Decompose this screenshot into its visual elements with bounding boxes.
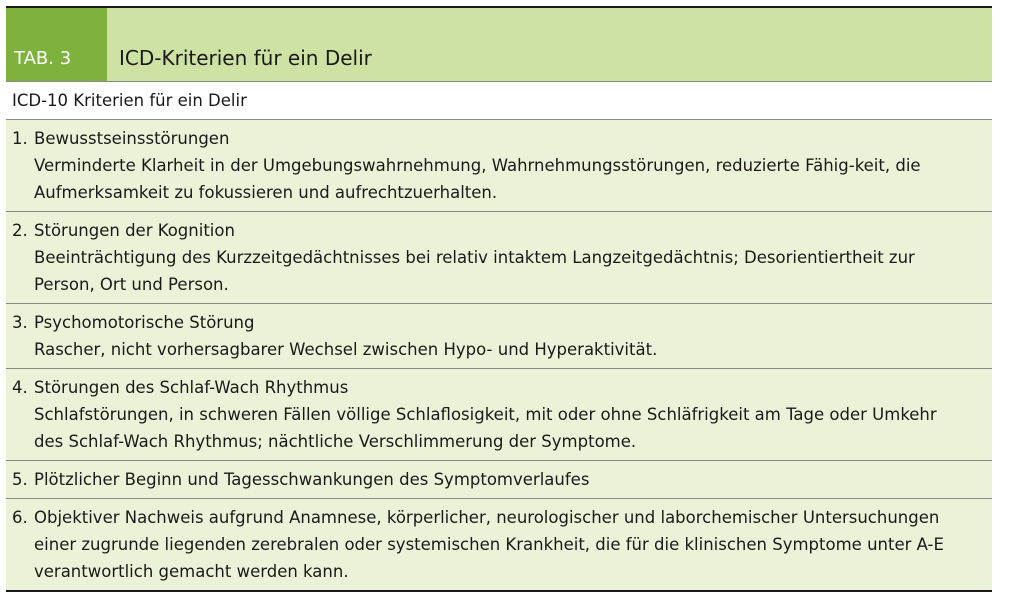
row-heading: Bewusstseinsstörungen (34, 129, 230, 148)
row-number: 5. (12, 470, 28, 489)
row-heading: Störungen der Kognition (34, 221, 235, 240)
row-number: 6. (12, 508, 28, 527)
table-title-bar (6, 8, 992, 82)
row-body (34, 504, 992, 585)
row-body (34, 217, 992, 298)
row-body (34, 125, 992, 206)
table-title: ICD-Kriterien für ein Delir (119, 46, 372, 70)
table-row (6, 499, 992, 590)
table-row (6, 120, 992, 212)
row-description: Schlafstörungen, in schweren Fällen völlige Schlaflosigkeit, mit oder ohne Schläfrigkeit am Tage oder Umkehr des Schlaf-Wach Rhythmus; nächtliche Verschlimmerung der Symptome. (34, 405, 937, 451)
row-description: Verminderte Klarheit in der Umgebungswahrnehmung, Wahrnehmungsstörungen, reduzierte Fähig-keit, die Aufmerksamkeit zu fokussieren und aufrechtzuerhalten. (34, 156, 921, 202)
row-description: Beeinträchtigung des Kurzzeitgedächtnisses bei relativ intaktem Langzeitgedächtnis; Desorientiertheit zur Person, Ort und Person. (34, 248, 915, 294)
row-body (34, 309, 992, 363)
row-number: 3. (12, 313, 28, 332)
row-heading: Psychomotorische Störung (34, 313, 255, 332)
row-description: Rascher, nicht vorhersagbarer Wechsel zwischen Hypo- und Hyperaktivität. (34, 340, 658, 359)
row-number: 1. (12, 129, 28, 148)
row-number: 2. (12, 221, 28, 240)
table-row (6, 304, 992, 369)
row-heading: Plötzlicher Beginn und Tagesschwankungen des Symptomverlaufes (34, 470, 590, 489)
row-heading: Objektiver Nachweis aufgrund Anamnese, körperlicher, neurologischer und laborchemischer Untersuchungen einer zugrunde liegenden zerebralen oder systemischen Krankheit, die für die klinischen Symptome unter A-E verantwortlich gemacht werden kann. (34, 508, 944, 581)
table-subheader: ICD-10 Kriterien für ein Delir (6, 82, 992, 120)
table-row (6, 212, 992, 304)
table-row (6, 461, 992, 499)
row-body (34, 466, 992, 493)
table-number-label: TAB. 3 (6, 8, 107, 81)
row-body (34, 374, 992, 455)
table-row (6, 369, 992, 461)
icd-criteria-table (6, 6, 992, 592)
row-number: 4. (12, 378, 28, 397)
row-heading: Störungen des Schlaf-Wach Rhythmus (34, 378, 349, 397)
